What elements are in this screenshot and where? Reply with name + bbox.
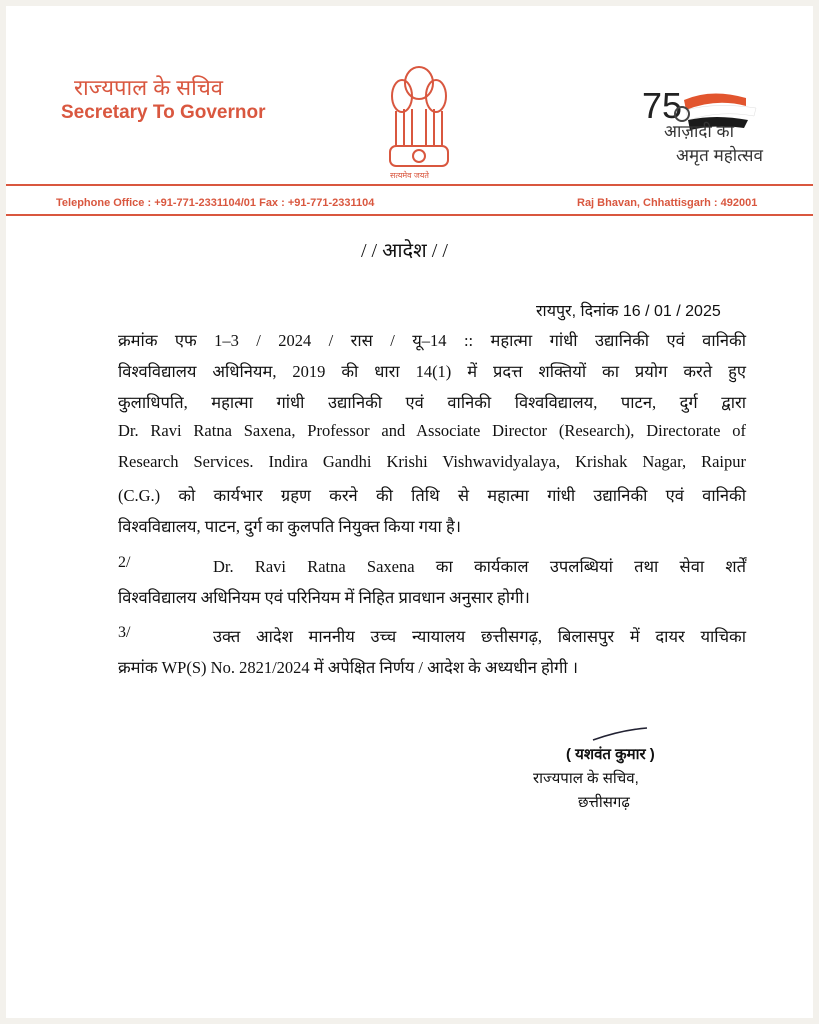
telephone-fax: Telephone Office : +91-771-2331104/01 Fax : +91-771-2331104 <box>56 197 375 209</box>
letterhead-title-english: Secretary To Governor <box>61 102 266 123</box>
letter-page <box>6 6 813 1018</box>
para1-line: विश्वविद्यालय अधिनियम, 2019 की धारा 14(1) में प्रदत्त शक्तियों का प्रयोग करते हुए <box>118 362 746 381</box>
address: Raj Bhavan, Chhattisgarh : 492001 <box>577 197 758 209</box>
para3-line: क्रमांक WP(S) No. 2821/2024 में अपेक्षित निर्णय / आदेश के अध्यधीन होगी । <box>118 658 578 677</box>
para1-line: विश्वविद्यालय, पाटन, दुर्ग का कुलपति नियुक्त किया गया है। <box>118 517 461 536</box>
header-divider-bottom <box>6 214 813 216</box>
logo-number: 75 <box>642 85 683 126</box>
header-divider-top <box>6 184 813 186</box>
para2-number: 2/ <box>118 554 131 571</box>
para1-line: (C.G.) को कार्यभार ग्रहण करने की तिथि से महात्मा गांधी उद्यानिकी एवं वानिकी <box>118 486 746 505</box>
logo-text-line1: आज़ादी का <box>664 122 735 141</box>
para1-line: Dr. Ravi Ratna Saxena, Professor and Associate Director (Research), Directorate of <box>118 421 746 440</box>
signatory-state: छत्तीसगढ़ <box>578 794 630 811</box>
signatory-name: ( यशवंत कुमार ) <box>566 746 655 763</box>
para1-line: क्रमांक एफ 1–3 / 2024 / रास / यू–14 :: महात्मा गांधी उद्यानिकी एवं वानिकी <box>118 331 746 350</box>
logo-text-line2: अमृत महोत्सव <box>676 146 763 165</box>
para2-line: Dr. Ravi Ratna Saxena का कार्यकाल उपलब्धियां तथा सेवा शर्तें <box>213 557 746 576</box>
para1-line: Research Services. Indira Gandhi Krishi Vishwavidyalaya, Krishak Nagar, Raipur <box>118 452 746 471</box>
para1-line: कुलाधिपति, महात्मा गांधी उद्यानिकी एवं वानिकी विश्वविद्यालय, पाटन, दुर्ग द्वारा <box>118 393 746 412</box>
place-date: रायपुर, दिनांक 16 / 01 / 2025 <box>536 303 721 320</box>
signature-mark <box>591 724 651 744</box>
signatory-designation: राज्यपाल के सचिव, <box>533 770 639 787</box>
para3-line: उक्त आदेश माननीय उच्च न्यायालय छत्तीसगढ़, बिलासपुर में दायर याचिका <box>213 627 746 646</box>
para3-number: 3/ <box>118 624 131 641</box>
emblem-motto: सत्यमेव जयते <box>390 171 429 180</box>
order-heading: / / आदेश / / <box>361 240 448 262</box>
letterhead-title-hindi: राज्यपाल के सचिव <box>74 75 224 100</box>
para2-line: विश्वविद्यालय अधिनियम एवं परिनियम में निहित प्रावधान अनुसार होगी। <box>118 588 530 607</box>
national-emblem-icon <box>384 61 454 181</box>
